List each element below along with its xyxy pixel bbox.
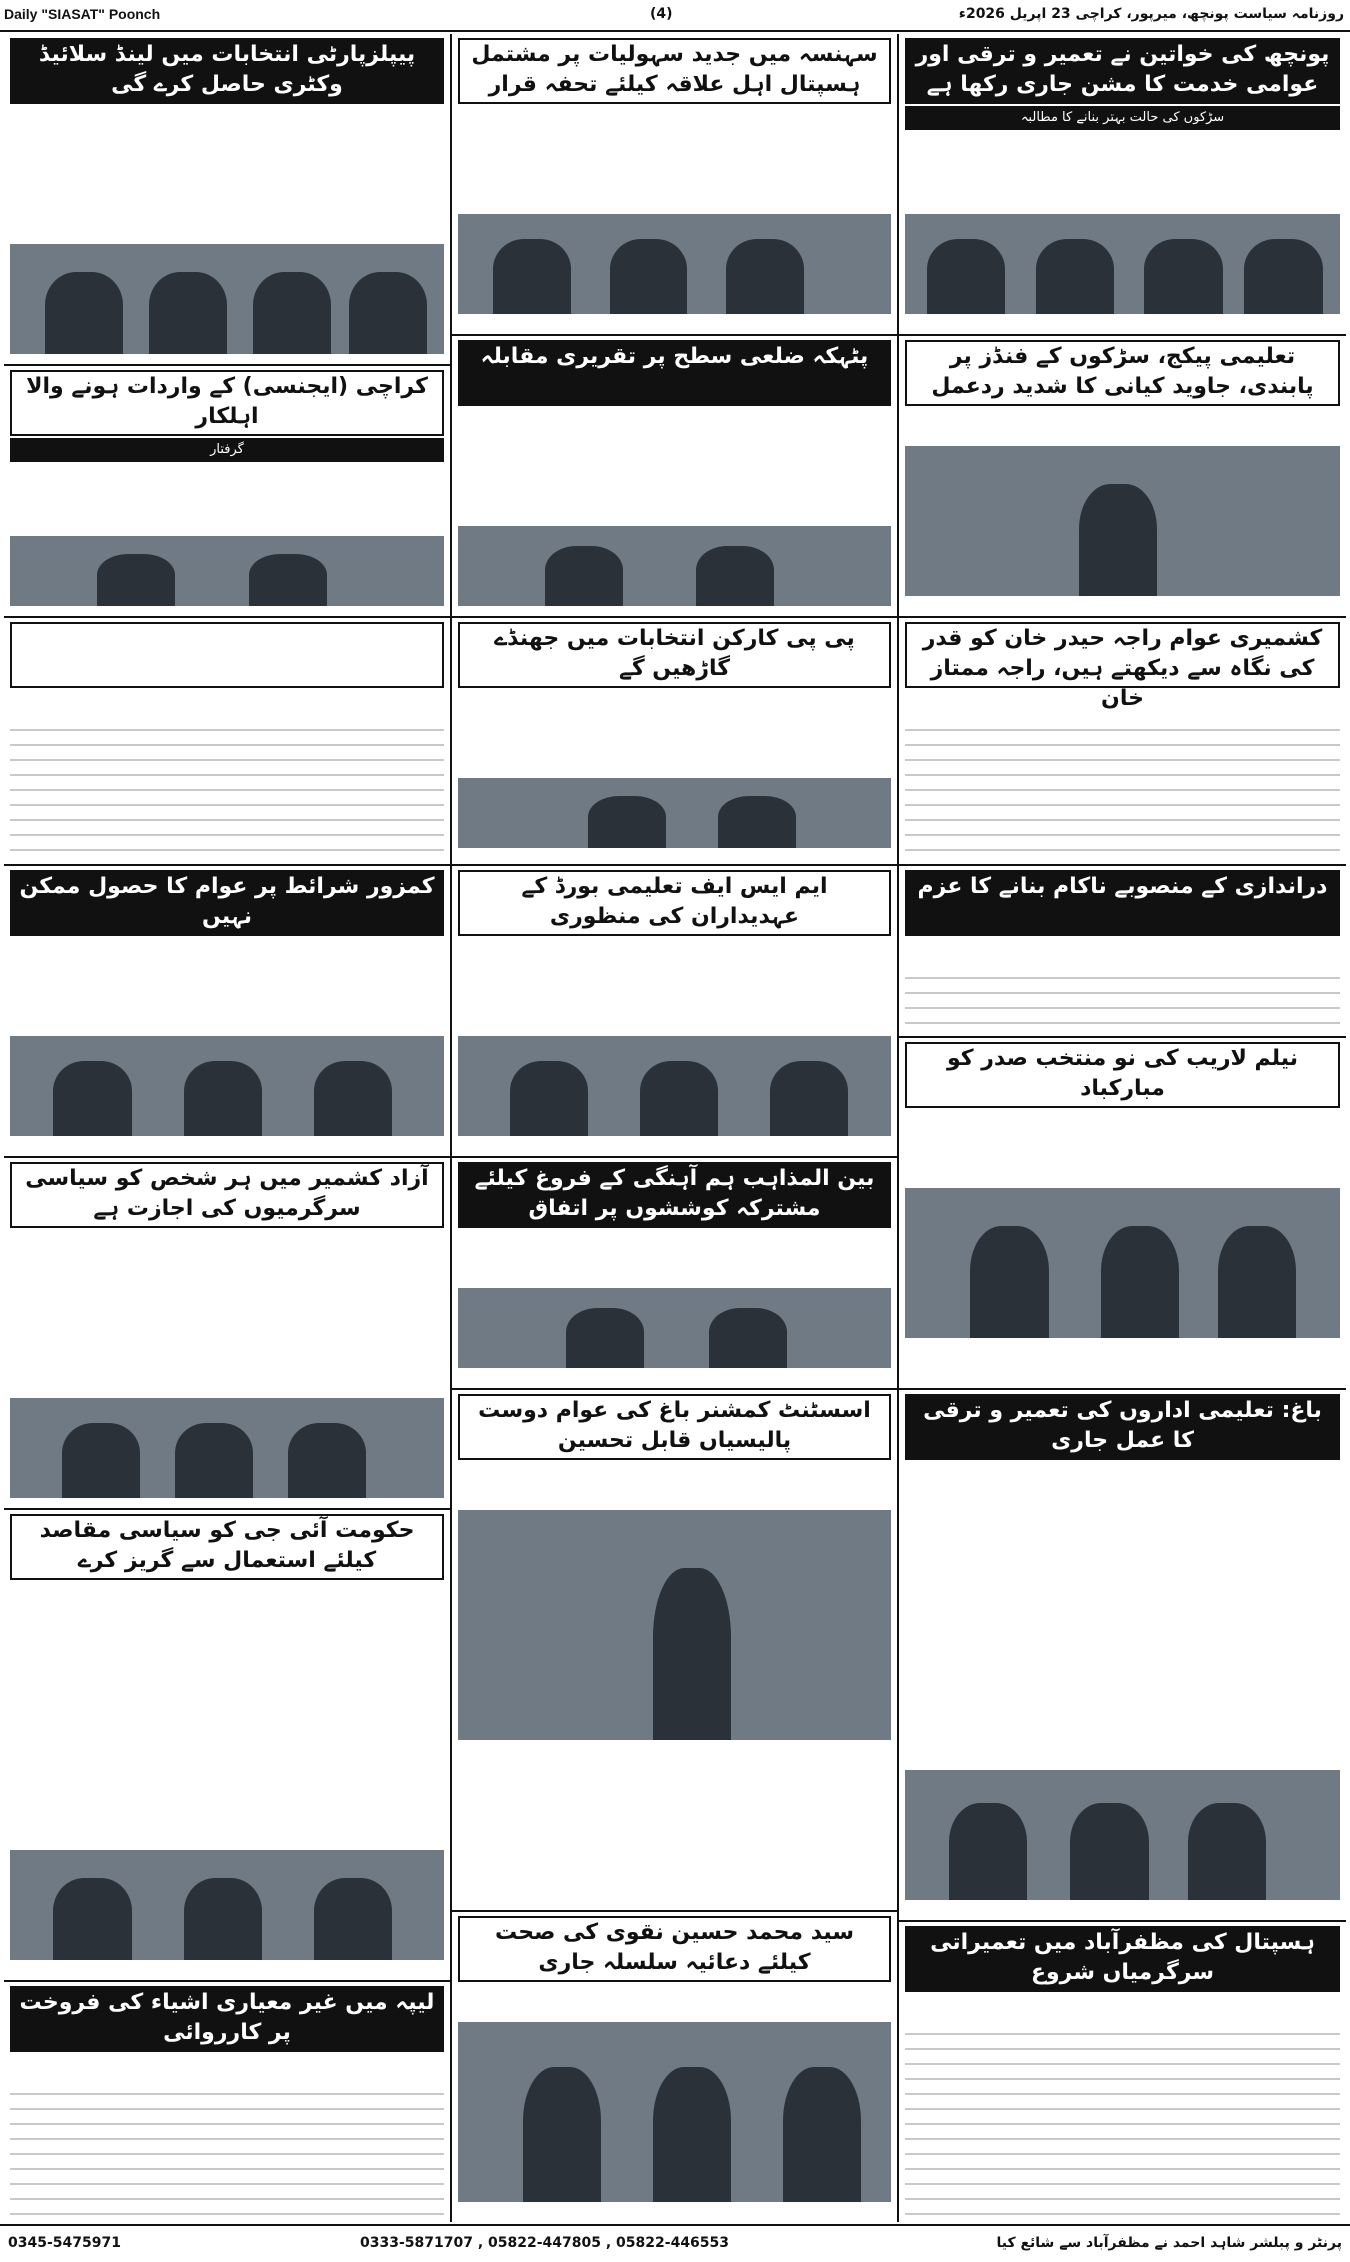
headline: پٹہکہ ضلعی سطح پر تقریری مقابلہ xyxy=(458,340,891,406)
headline: کراچی (ایجنسی) کے واردات ہونے والا اہلکار xyxy=(10,370,444,436)
article xyxy=(4,1982,450,2222)
article xyxy=(4,866,450,1158)
article-body xyxy=(905,2024,1340,2216)
headline: باغ: تعلیمی اداروں کی تعمیر و ترقی کا عمل جاری xyxy=(905,1394,1340,1460)
news-photo xyxy=(458,214,891,314)
news-photo xyxy=(10,1850,444,1960)
headline: کمزور شرائط پر عوام کا حصول ممکن نہیں xyxy=(10,870,444,936)
headline: پیپلزپارٹی انتخابات میں لینڈ سلائیڈ وکٹری حاصل کرے گی xyxy=(10,38,444,104)
article xyxy=(899,1922,1346,2222)
article xyxy=(4,618,450,866)
footer-imprint: پرنٹر و پبلشر شاہد احمد نے مظفرآباد سے شائع کیا xyxy=(996,2235,1342,2251)
headline: تعلیمی پیکج، سڑکوں کے فنڈز پر پابندی، جاوید کیانی کا شدید ردعمل xyxy=(905,340,1340,406)
headline: بین المذاہب ہم آہنگی کے فروغ کیلئے مشترکہ کوششوں پر اتفاق xyxy=(458,1162,891,1228)
footer xyxy=(0,2224,1350,2262)
headline: سہنسہ میں جدید سہولیات پر مشتمل ہسپتال اہل علاقہ کیلئے تحفہ قرار xyxy=(458,38,891,104)
news-photo xyxy=(10,536,444,606)
headline: لیپہ میں غیر معیاری اشیاء کی فروخت پر کارروائی xyxy=(10,1986,444,2052)
news-photo xyxy=(458,1288,891,1368)
headline: آزاد کشمیر میں ہر شخص کو سیاسی سرگرمیوں کی اجازت ہے xyxy=(10,1162,444,1228)
article xyxy=(899,866,1346,1038)
article xyxy=(4,34,450,366)
headline: کشمیری عوام راجہ حیدر خان کو قدر کی نگاہ سے دیکھتے ہیں، راجہ ممتاز خان xyxy=(905,622,1340,688)
newspaper-page xyxy=(4,34,1346,2222)
news-photo xyxy=(905,1770,1340,1900)
news-photo xyxy=(10,244,444,354)
news-photo xyxy=(10,1398,444,1498)
article xyxy=(452,1158,897,1390)
masthead-title: Daily "SIASAT" Poonch xyxy=(4,6,161,22)
headline: سید محمد حسین نقوی کی صحت کیلئے دعائیہ سلسلہ جاری xyxy=(458,1916,891,1982)
headline: دراندازی کے منصوبے ناکام بنانے کا عزم xyxy=(905,870,1340,936)
headline: نیلم لاریب کی نو منتخب صدر کو مبارکباد xyxy=(905,1042,1340,1108)
article-body xyxy=(905,720,1340,858)
headline xyxy=(10,622,444,688)
news-photo xyxy=(458,1510,891,1740)
headline: اسسٹنٹ کمشنر باغ کی عوام دوست پالیسیاں قابل تحسین xyxy=(458,1394,891,1460)
news-photo xyxy=(905,1188,1340,1338)
article-body xyxy=(905,968,1340,1030)
article xyxy=(452,866,897,1158)
article-body xyxy=(10,720,444,858)
masthead-date: روزنامہ سیاست پونچھ، میرپور، کراچی 23 اپریل 2026ء xyxy=(958,6,1344,22)
news-photo xyxy=(10,1036,444,1136)
article xyxy=(899,1038,1346,1390)
article-body xyxy=(10,2084,444,2216)
left-column xyxy=(4,34,450,2222)
article xyxy=(899,336,1346,618)
news-photo xyxy=(458,2022,891,2202)
news-photo xyxy=(458,1036,891,1136)
headline: ہسپتال کی مظفرآباد میں تعمیراتی سرگرمیاں شروع xyxy=(905,1926,1340,1992)
article xyxy=(899,34,1346,336)
news-photo xyxy=(458,526,891,606)
article xyxy=(4,366,450,618)
footer-contacts: 0333-5871707 , 05822-447805 , 05822-446553 xyxy=(360,2235,730,2251)
article xyxy=(452,1912,897,2222)
subhead: سڑکوں کی حالت بہتر بنانے کا مطالبہ xyxy=(905,106,1340,130)
page-number: (4) xyxy=(650,6,673,22)
article xyxy=(4,1510,450,1982)
article xyxy=(452,34,897,336)
headline: پی پی کارکن انتخابات میں جھنڈے گاڑھیں گے xyxy=(458,622,891,688)
news-photo xyxy=(905,214,1340,314)
middle-column xyxy=(452,34,897,2222)
article xyxy=(452,1390,897,1912)
subhead: گرفتار xyxy=(10,438,444,462)
footer-phone: 0345-5475971 xyxy=(8,2235,121,2251)
article xyxy=(899,618,1346,866)
headline: حکومت آئی جی کو سیاسی مقاصد کیلئے استعمال سے گریز کرے xyxy=(10,1514,444,1580)
news-photo xyxy=(905,446,1340,596)
article xyxy=(899,1390,1346,1922)
article xyxy=(452,618,897,866)
right-column xyxy=(899,34,1346,2222)
masthead xyxy=(0,0,1350,32)
article xyxy=(4,1158,450,1510)
article xyxy=(452,336,897,618)
headline: ایم ایس ایف تعلیمی بورڈ کے عہدیداران کی منظوری xyxy=(458,870,891,936)
headline: پونچھ کی خواتین نے تعمیر و ترقی اور عوامی خدمت کا مشن جاری رکھا ہے xyxy=(905,38,1340,104)
news-photo xyxy=(458,778,891,848)
